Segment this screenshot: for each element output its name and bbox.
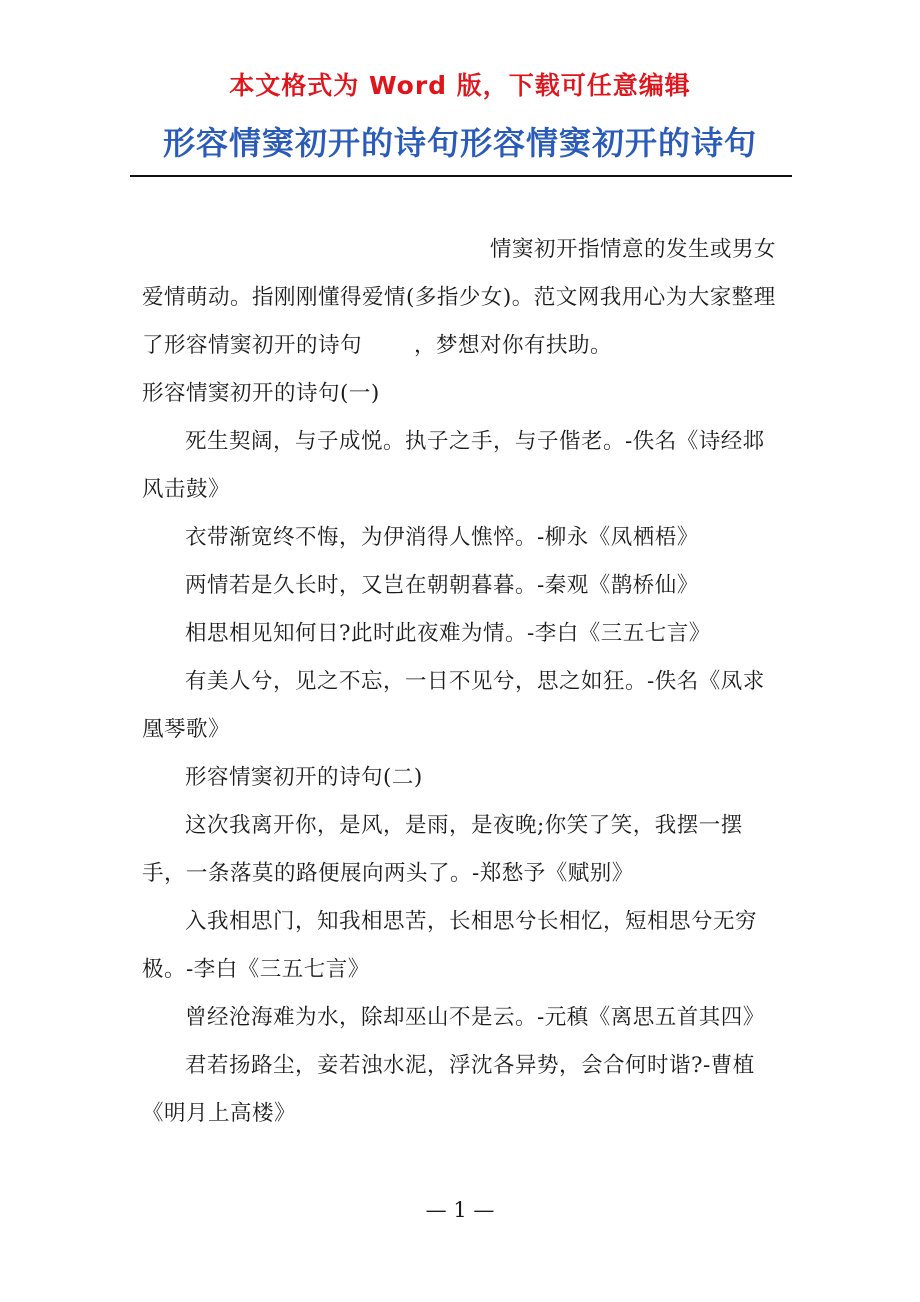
title-divider bbox=[130, 175, 792, 177]
poem-line: 有美人兮，见之不忘，一日不见兮，思之如狂。-佚名《凤求凰琴歌》 bbox=[142, 669, 765, 742]
poem-line: 曾经沧海难为水，除却巫山不是云。-元稹《离思五首其四》 bbox=[185, 1005, 765, 1030]
poem-line: 衣带渐宽终不悔，为伊消得人憔悴。-柳永《凤栖梧》 bbox=[185, 525, 699, 550]
page-number: — 1 — bbox=[425, 1198, 495, 1222]
intro-text: 情窦初开指情意的发生或男女爱情萌动。指刚刚懂得爱情(多指少女)。范文网我用心为大家整理了形容情窦初开的诗句 bbox=[142, 237, 777, 358]
document-body bbox=[142, 226, 777, 1138]
intro-text-end: ，梦想对你有扶助。 bbox=[414, 333, 613, 358]
section-heading-1: 形容情窦初开的诗句(一) bbox=[142, 381, 380, 406]
section-heading-2: 形容情窦初开的诗句(二) bbox=[185, 765, 423, 790]
intro-paragraph bbox=[142, 226, 777, 370]
document-title: 形容情窦初开的诗句形容情窦初开的诗句 bbox=[162, 124, 757, 162]
poem-line: 相思相见知何日?此时此夜难为情。-李白《三五七言》 bbox=[185, 621, 711, 646]
poem-line: 这次我离开你，是风，是雨，是夜晚;你笑了笑，我摆一摆手，一条落莫的路便展向两头了。-郑愁予《赋别》 bbox=[142, 813, 743, 886]
poem-line: 入我相思门，知我相思苦，长相思兮长相忆，短相思兮无穷极。-李白《三五七言》 bbox=[142, 909, 758, 982]
format-banner: 本文格式为 Word 版，下载可任意编辑 bbox=[229, 71, 691, 100]
poem-line: 两情若是久长时，又岂在朝朝暮暮。-秦观《鹊桥仙》 bbox=[185, 573, 699, 598]
poem-line: 死生契阔，与子成悦。执子之手，与子偕老。-佚名《诗经邶风击鼓》 bbox=[142, 429, 765, 502]
poem-line: 君若扬路尘，妾若浊水泥，浮沈各异势，会合何时谐?-曹植《明月上高楼》 bbox=[142, 1053, 755, 1126]
